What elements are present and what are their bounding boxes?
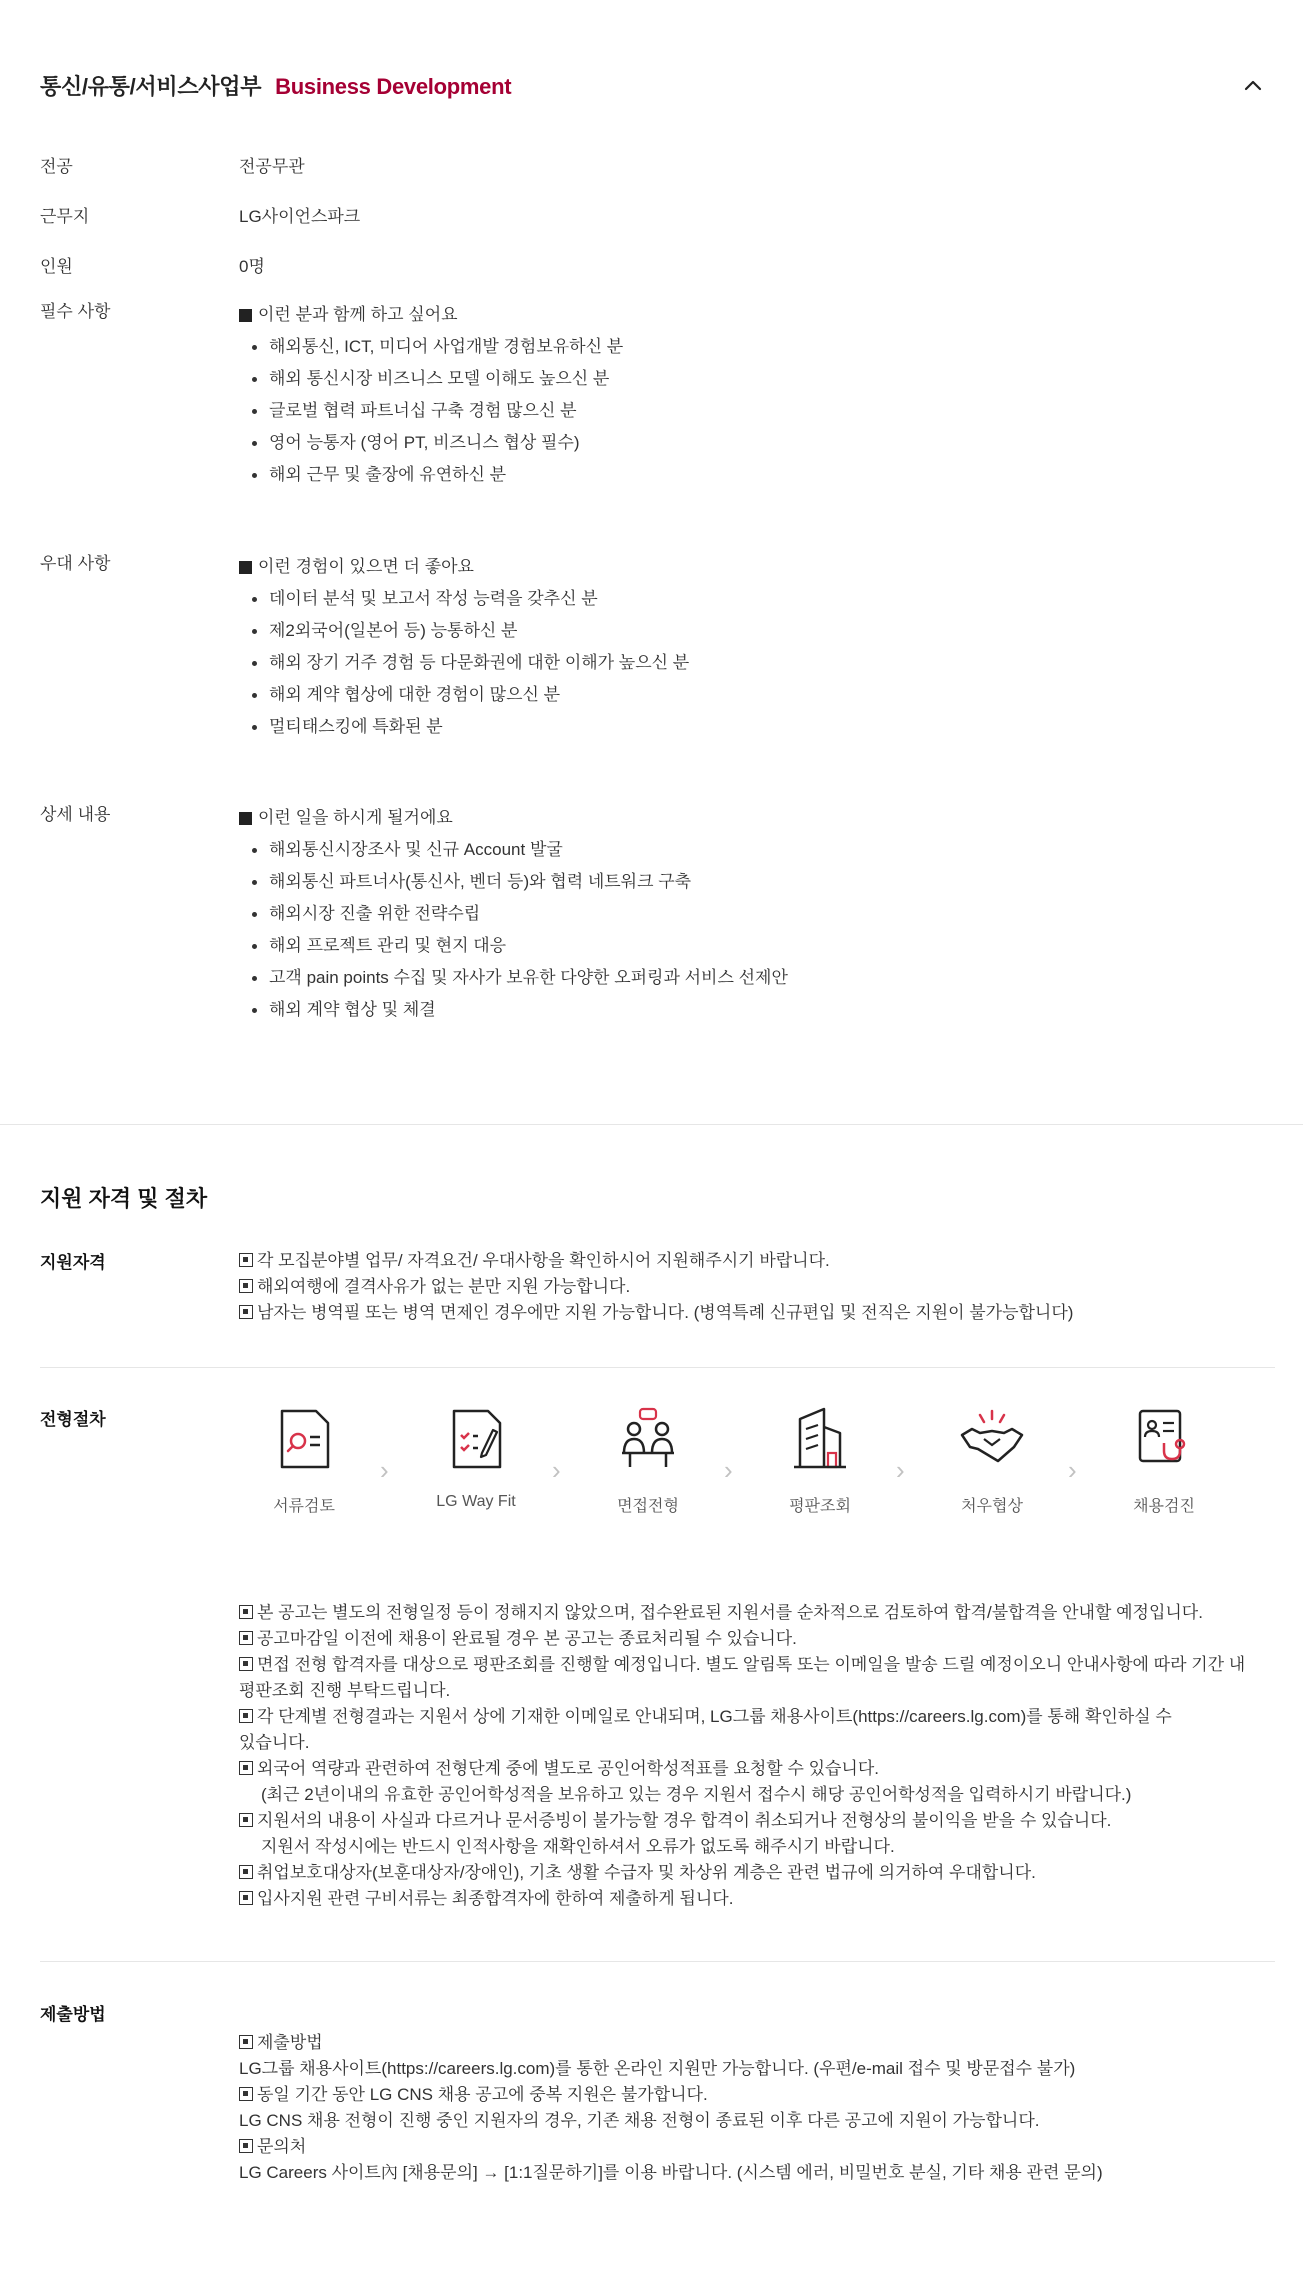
qualification-notes (239, 1248, 1279, 1326)
chevron-right-icon: › (552, 1455, 561, 1485)
required-label: 필수 사항 (40, 302, 111, 321)
list-item: 해외 근무 및 출장에 유연하신 분 (239, 459, 623, 491)
process-notes (239, 1600, 1279, 1912)
step-label: 평판조회 (789, 1498, 851, 1515)
required-list (239, 331, 623, 491)
chevron-right-icon: › (724, 1455, 733, 1485)
process-step (755, 1405, 885, 1516)
list-item: 멀티태스킹에 특화된 분 (239, 711, 689, 743)
step-label: LG Way Fit (436, 1493, 516, 1510)
building-icon (790, 1405, 850, 1473)
preferred-block (239, 551, 689, 743)
square-bullet-icon (239, 561, 252, 574)
list-item: 해외 계약 협상에 대한 경험이 많으신 분 (239, 679, 689, 711)
duties-list (239, 834, 788, 1026)
note-line: 동일 기간 동안 LG CNS 채용 공고에 중복 지원은 불가합니다. (239, 2082, 1279, 2108)
required-block (239, 299, 623, 491)
divider (40, 1961, 1275, 1962)
note-line: 각 단계별 전형결과는 지원서 상에 기재한 이메일로 안내되며, LG그룹 채용사이트(https://careers.lg.com)를 통해 확인하실 수 (239, 1704, 1279, 1730)
checkbox-bullet-icon (239, 2139, 253, 2153)
square-bullet-icon (239, 309, 252, 322)
chevron-right-icon: › (896, 1455, 905, 1485)
checkbox-bullet-icon (239, 1279, 253, 1293)
list-item: 제2외국어(일본어 등) 능통하신 분 (239, 615, 689, 647)
submission-label: 제출방법 (40, 2005, 106, 2024)
note-line: 남자는 병역필 또는 병역 면제인 경우에만 지원 가능합니다. (병역특례 신규편입 및 전직은 지원이 불가능합니다) (239, 1300, 1279, 1326)
note-line: 있습니다. (239, 1733, 310, 1752)
checkbox-bullet-icon (239, 2087, 253, 2101)
list-item: 영어 능통자 (영어 PT, 비즈니스 협상 필수) (239, 427, 623, 459)
step-label: 채용검진 (1133, 1498, 1195, 1515)
process-step (411, 1405, 541, 1511)
note-line: 문의처 (239, 2134, 1279, 2160)
checkbox-bullet-icon (239, 1253, 253, 1267)
qualification-label: 지원자격 (40, 1253, 106, 1272)
duties-block (239, 802, 788, 1026)
note-line: 제출방법 (239, 2030, 1279, 2056)
health-check-icon (1134, 1405, 1194, 1473)
preferred-lead: 이런 경험이 있으면 더 좋아요 (239, 551, 689, 583)
process-step (1099, 1405, 1229, 1516)
note-line: LG그룹 채용사이트(https://careers.lg.com)를 통한 온라인 지원만 가능합니다. (우편/e-mail 접수 및 방문접수 불가) (239, 2059, 1076, 2078)
note-line: 본 공고는 별도의 전형일정 등이 정해지지 않았으며, 접수완료된 지원서를 순차적으로 검토하여 합격/불합격을 안내할 예정입니다. (239, 1600, 1279, 1626)
note-line: 지원서의 내용이 사실과 다르거나 문서증빙이 불가능할 경우 합격이 취소되거나 전형상의 불이익을 받을 수 있습니다. (239, 1808, 1279, 1834)
duties-lead: 이런 일을 하시게 될거에요 (239, 802, 788, 834)
chevron-right-icon: › (380, 1455, 389, 1485)
process-steps (239, 1405, 1259, 1535)
chevron-right-icon: › (1068, 1455, 1077, 1485)
list-item: 해외통신 파트너사(통신사, 벤더 등)와 협력 네트워크 구축 (239, 866, 788, 898)
list-item: 해외통신시장조사 및 신규 Account 발굴 (239, 834, 788, 866)
section-title: 지원 자격 및 절차 (40, 1186, 208, 1211)
divider (40, 1367, 1275, 1368)
list-item: 해외시장 진출 위한 전략수립 (239, 898, 788, 930)
headcount-value: 0명 (239, 257, 265, 276)
note-line: (최근 2년이내의 유효한 공인어학성적을 보유하고 있는 경우 지원서 접수시 해당 공인어학성적을 입력하시기 바랍니다.) (261, 1785, 1132, 1804)
checkbox-bullet-icon (239, 1813, 253, 1827)
checkbox-bullet-icon (239, 1891, 253, 1905)
job-header[interactable] (40, 70, 1265, 104)
handshake-icon (958, 1405, 1026, 1473)
document-review-icon (274, 1405, 334, 1473)
preferred-list (239, 583, 689, 743)
preferred-label: 우대 사항 (40, 554, 111, 573)
process-step (583, 1405, 713, 1516)
note-line: 지원서 작성시에는 반드시 인적사항을 재확인하셔서 오류가 없도록 해주시기 바랍니다. (261, 1837, 895, 1856)
duties-label: 상세 내용 (40, 805, 111, 824)
list-item: 해외 장기 거주 경험 등 다문화권에 대한 이해가 높으신 분 (239, 647, 689, 679)
note-line: 취업보호대상자(보훈대상자/장애인), 기초 생활 수급자 및 차상위 계층은 관련 법규에 의거하여 우대합니다. (239, 1860, 1279, 1886)
step-label: 처우협상 (961, 1498, 1023, 1515)
interview-icon (618, 1405, 678, 1473)
list-item: 해외통신, ICT, 미디어 사업개발 경험보유하신 분 (239, 331, 623, 363)
square-bullet-icon (239, 812, 252, 825)
process-step (239, 1405, 369, 1516)
list-item: 고객 pain points 수집 및 자사가 보유한 다양한 오퍼링과 서비스 선제안 (239, 962, 788, 994)
process-step (927, 1405, 1057, 1516)
checkbox-bullet-icon (239, 1657, 253, 1671)
checkbox-bullet-icon (239, 1709, 253, 1723)
job-title (40, 70, 511, 101)
checkbox-bullet-icon (239, 1631, 253, 1645)
checkbox-bullet-icon (239, 1865, 253, 1879)
required-lead: 이런 분과 함께 하고 싶어요 (239, 299, 623, 331)
note-line: 면접 전형 합격자를 대상으로 평판조회를 진행할 예정입니다. 별도 알림톡 또는 이메일을 발송 드릴 예정이오니 안내사항에 따라 기간 내 (239, 1652, 1279, 1678)
list-item: 해외 프로젝트 관리 및 현지 대응 (239, 930, 788, 962)
note-line: 해외여행에 결격사유가 없는 분만 지원 가능합니다. (239, 1274, 1279, 1300)
major-value: 전공무관 (239, 157, 305, 176)
step-label: 면접전형 (617, 1498, 679, 1515)
checklist-pen-icon (446, 1405, 506, 1473)
major-label: 전공 (40, 157, 73, 176)
job-title-ko: 통신/유통/서비스사업부 (40, 74, 262, 99)
note-line: 평판조회 진행 부탁드립니다. (239, 1681, 451, 1700)
list-item: 해외 계약 협상 및 체결 (239, 994, 788, 1026)
location-value: LG사이언스파크 (239, 207, 361, 226)
submission-notes (239, 2030, 1279, 2186)
location-label: 근무지 (40, 207, 90, 226)
list-item: 해외 통신시장 비즈니스 모델 이해도 높으신 분 (239, 363, 623, 395)
note-line: LG Careers 사이트內 [채용문의] → [1:1질문하기]를 이용 바랍니다. (시스템 에러, 비밀번호 분실, 기타 채용 관련 문의) (239, 2163, 1103, 2182)
section-divider (0, 1124, 1303, 1125)
chevron-up-icon[interactable] (1241, 74, 1265, 98)
process-label: 전형절차 (40, 1410, 106, 1429)
note-line: 공고마감일 이전에 채용이 완료될 경우 본 공고는 종료처리될 수 있습니다. (239, 1626, 1279, 1652)
note-line: 외국어 역량과 관련하여 전형단계 중에 별도로 공인어학성적표를 요청할 수 있습니다. (239, 1756, 1279, 1782)
checkbox-bullet-icon (239, 1761, 253, 1775)
job-title-en: Business Development (275, 74, 512, 99)
step-label: 서류검토 (273, 1498, 335, 1515)
checkbox-bullet-icon (239, 2035, 253, 2049)
note-line: 각 모집분야별 업무/ 자격요건/ 우대사항을 확인하시어 지원해주시기 바랍니다. (239, 1248, 1279, 1274)
note-line: 입사지원 관련 구비서류는 최종합격자에 한하여 제출하게 됩니다. (239, 1886, 1279, 1912)
list-item: 글로벌 협력 파트너십 구축 경험 많으신 분 (239, 395, 623, 427)
headcount-label: 인원 (40, 257, 73, 276)
checkbox-bullet-icon (239, 1305, 253, 1319)
checkbox-bullet-icon (239, 1605, 253, 1619)
list-item: 데이터 분석 및 보고서 작성 능력을 갖추신 분 (239, 583, 689, 615)
note-line: LG CNS 채용 전형이 진행 중인 지원자의 경우, 기존 채용 전형이 종료된 이후 다른 공고에 지원이 가능합니다. (239, 2111, 1040, 2130)
